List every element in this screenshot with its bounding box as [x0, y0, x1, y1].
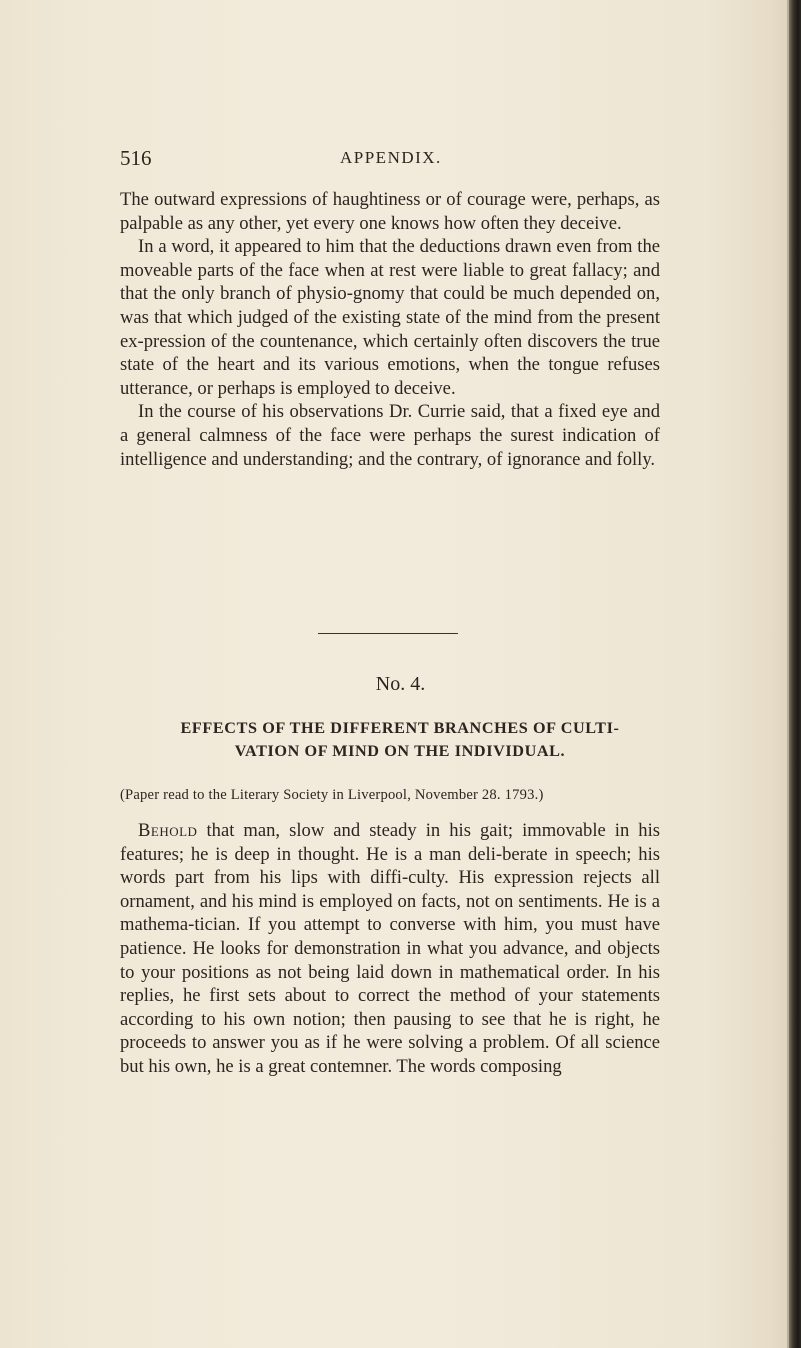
page-header [120, 146, 660, 176]
lead-word: Behold [138, 820, 198, 841]
page-number: 516 [120, 146, 152, 170]
section-title-line: EFFECTS OF THE DIFFERENT BRANCHES OF CULTI- [180, 719, 620, 737]
body-text: that man, slow and steady in his gait; immovable in his features; he is deep in thought. He is a man deli-berate in speech; his words part from his lips with diffi-culty. His expression rejects all ornament, and his mind is employed on facts, not on sentiments. He is a mathema-tician. If you attempt to converse with him, you must have patience. He looks for demonstration in what you advance, and objects to your positions as not being laid down in mathematical order. In his replies, he first sets about to correct the method of your statements according to his own notion; then pausing to see that he is right, he proceeds to answer you as if he were solving a problem. Of all science but his own, he is a great contemner. The words composing [120, 820, 660, 1077]
paragraph: In a word, it appeared to him that the deductions drawn even from the moveable parts of the face when at rest were liable to great fallacy; and that the only branch of physio-gnomy that could be much depended on, was that which judged of the existing state of the mind from the present ex-pression of the countenance, which certainly often discovers the true state of the heart and its various emotions, when the tongue refuses utterance, or perhaps is employed to deceive. [120, 236, 660, 399]
paragraph: The outward expressions of haughtiness or of courage were, perhaps, as palpable as any other, yet every one knows how often they deceive. [120, 189, 660, 234]
section-divider-rule [318, 633, 458, 634]
section-title-line: VATION OF MIND ON THE INDIVIDUAL. [234, 742, 566, 760]
section-number: No. 4. [375, 673, 426, 695]
paragraph: In the course of his observations Dr. Currie said, that a fixed eye and a general calmness of the face were perhaps the surest indication of intelligence and understanding; and the contrary, of ignorance and folly. [120, 401, 660, 470]
body-paragraph [120, 819, 660, 1079]
running-head: APPENDIX. [340, 148, 442, 167]
section-title [120, 717, 680, 763]
text-block-body [120, 819, 660, 1079]
text-block-top [120, 188, 660, 471]
source-note: (Paper read to the Literary Society in Liverpool, November 28. 1793.) [120, 787, 544, 803]
